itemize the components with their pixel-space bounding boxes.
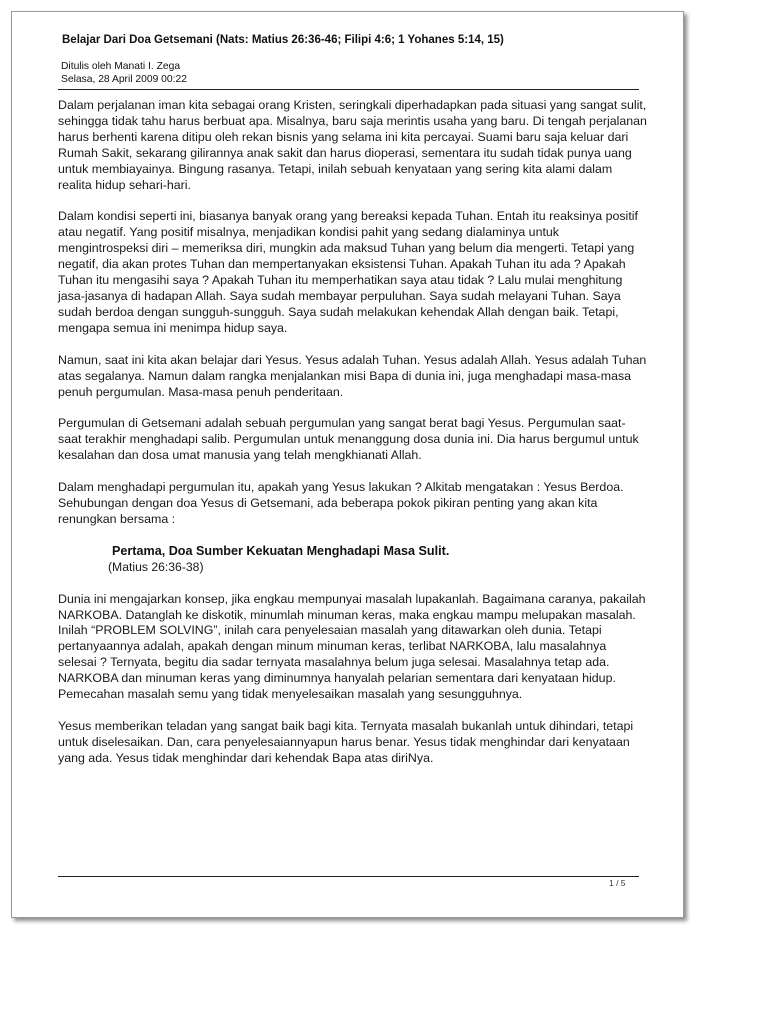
paragraph: Pergumulan di Getsemani adalah sebuah pergumulan yang sangat berat bagi Yesus. Pergumulan saat-saat terakhir menghadapi salib. Pergumulan untuk menanggung dosa dunia ini. Dia harus bergumul untuk kesalahan dan dosa umat manusia yang telah mengkhianati Allah.: [58, 416, 639, 463]
paragraph: Dalam perjalanan iman kita sebagai orang Kristen, seringkali diperhadapkan pada situasi yang sangat sulit, sehingga tidak tahu harus berbuat apa. Misalnya, baru saja merintis usaha yang baru. Di tengah perjalanan harus berhenti karena ditipu oleh rekan bisnis yang selama ini kita percayai. Suami baru saja keluar dari Rumah Sakit, sekarang gilirannya anak sakit dan harus dioperasi, sementara itu sudah tidak punya uang untuk membiayainya. Bingung rasanya. Tetapi, inilah sebuah kenyataan yang sering kita alami dalam realita hidup sehari-hari.: [58, 98, 647, 192]
header-divider: [58, 89, 639, 90]
date-line: Selasa, 28 April 2009 00:22: [61, 73, 187, 85]
page-number: 1 / 5: [609, 878, 626, 888]
document-meta: [61, 61, 187, 86]
paragraph: Dalam kondisi seperti ini, biasanya banyak orang yang bereaksi kepada Tuhan. Entah itu reaksinya positif atau negatif. Yang positif misalnya, menjadikan kondisi pahit yang sedang dialaminya untuk mengintrospeksi diri – memeriksa diri, mungkin ada maksud Tuhan yang belum dia mengerti. Tetapi yang negatif, dia akan protes Tuhan dan mempertanyakan eksistensi Tuhan. Apakah Tuhan itu ada ? Apakah Tuhan itu mengasihi saya ? Apakah Tuhan itu memperhatikan saya atau tidak ? Lalu mulai menghitung jasa-jasanya di hadapan Allah. Saya sudah membayar perpuluhan. Saya sudah melayani Tuhan. Saya sudah berdoa dengan sungguh-sungguh. Saya sudah melakukan kehendak Allah dengan baik. Tetapi, mengapa semua ini menimpa hidup saya.: [58, 209, 638, 335]
document-page: [11, 11, 684, 918]
section-heading: Pertama, Doa Sumber Kekuatan Menghadapi Masa Sulit.: [112, 543, 450, 558]
paragraph: Namun, saat ini kita akan belajar dari Yesus. Yesus adalah Tuhan. Yesus adalah Allah. Yesus adalah Tuhan atas segalanya. Namun dalam rangka menjalankan misi Bapa di dunia ini, juga menghadapi masa-masa penuh pergumulan. Masa-masa penuh penderitaan.: [58, 352, 647, 399]
section-reference: (Matius 26:36-38): [108, 559, 204, 574]
author-line: Ditulis oleh Manati I. Zega: [61, 61, 181, 72]
article-body: [58, 98, 648, 783]
document-title: Belajar Dari Doa Getsemani (Nats: Matius 26:36-46; Filipi 4:6; 1 Yohanes 5:14, 15): [62, 34, 504, 46]
paragraph: Yesus memberikan teladan yang sangat baik bagi kita. Ternyata masalah bukanlah untuk dihindari, tetapi untuk diselesaikan. Dan, cara penyelesaiannyapun harus benar. Yesus tidak menghindar dari kenyataan yang ada. Yesus tidak menghindar dari kehendak Bapa atas diriNya.: [58, 719, 634, 765]
paragraph: Dunia ini mengajarkan konsep, jika engkau mempunyai masalah lupakanlah. Bagaimana caranya, pakailah NARKOBA. Datanglah ke diskotik, minumlah minuman keras, maka engkau mampu melupakan masalah. Inilah “PROBLEM SOLVING”, inilah cara penyelesaian masalah yang ditawarkan oleh dunia. Tetapi pertanyaannya adalah, apakah dengan minum minuman keras, terlibat NARKOBA, lalu masalahnya selesai ? Ternyata, begitu dia sadar ternyata masalahnya belum juga selesai. Masalahnya tetap ada. NARKOBA dan minuman keras yang diminumnya hanyalah pelarian sementara dari kenyataan hidup. Pemecahan masalah semu yang tidak menyelesaikan masalah yang sesungguhnya.: [58, 591, 646, 702]
paragraph: Dalam menghadapi pergumulan itu, apakah yang Yesus lakukan ? Alkitab mengatakan : Yesus Berdoa. Sehubungan dengan doa Yesus di Getsemani, ada beberapa pokok pikiran penting yang akan kita renungkan bersama :: [58, 480, 624, 526]
footer-divider: [58, 876, 639, 877]
